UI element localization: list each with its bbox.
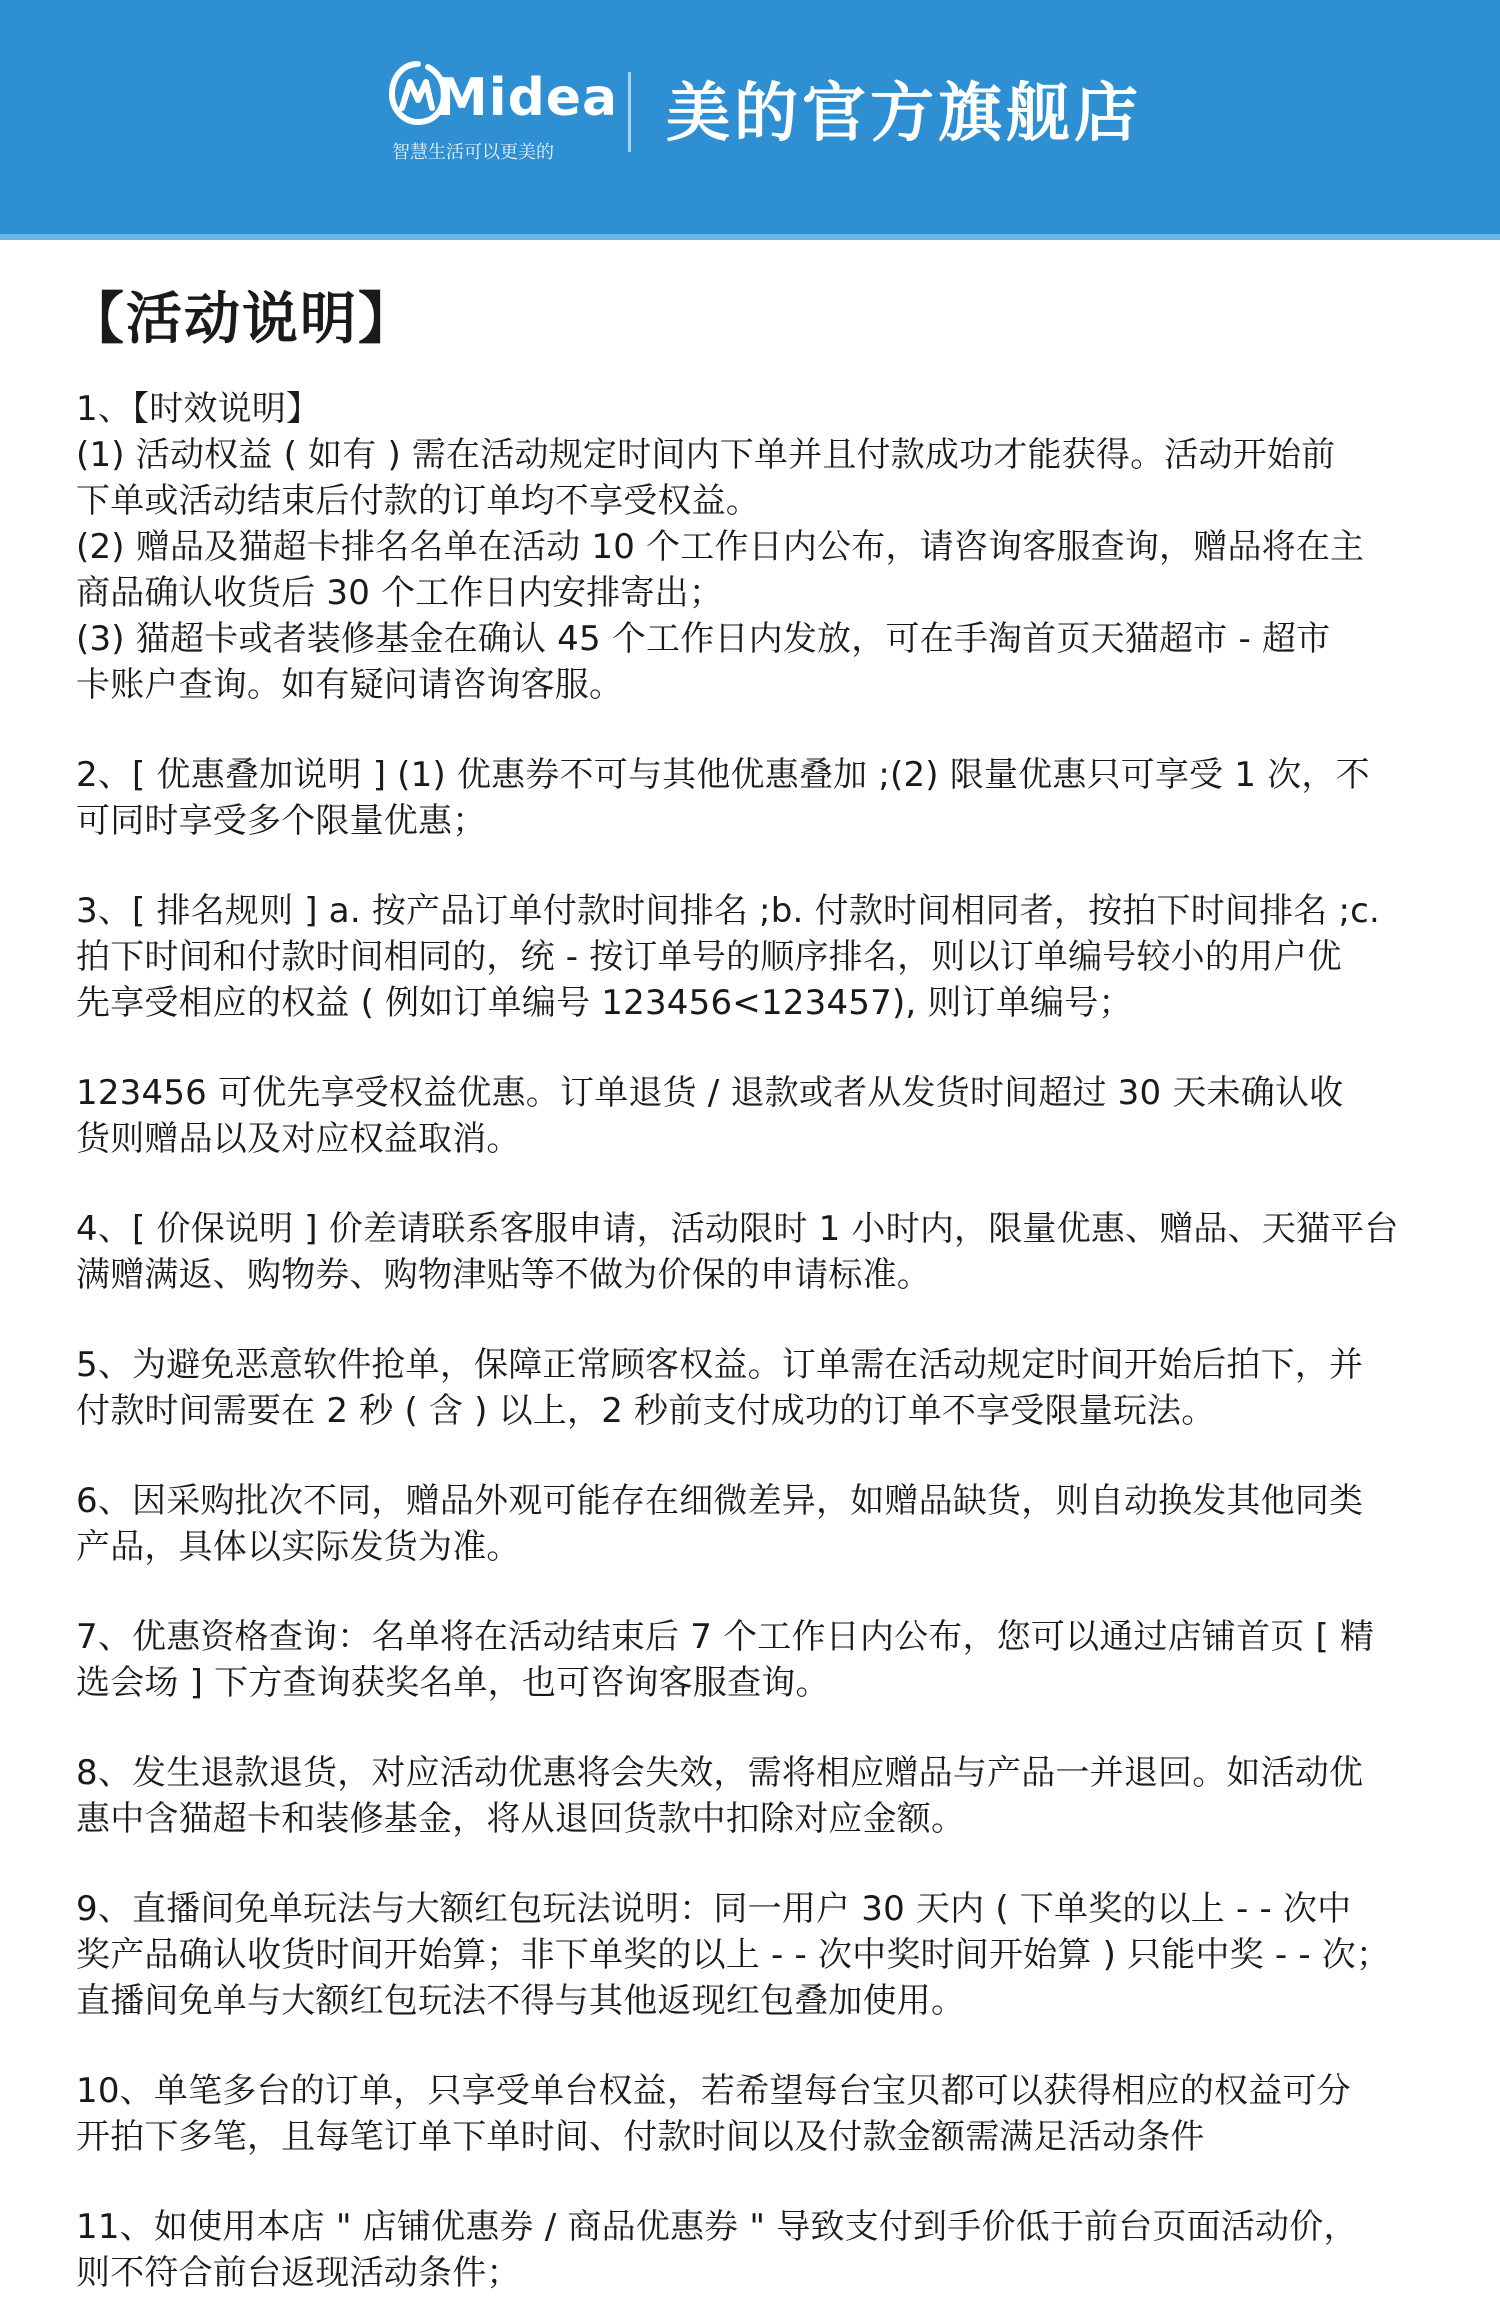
rule-paragraph [76, 888, 1416, 1026]
rule-paragraph [76, 752, 1416, 844]
rule-paragraph [76, 1614, 1416, 1706]
activity-rules-content [68, 280, 1416, 2296]
rule-paragraph [76, 1478, 1416, 1570]
section-title: 【活动说明】 [68, 287, 416, 352]
rule-line: 123456 可优先享受权益优惠。订单退货 / 退款或者从发货时间超过 30 天未确认收 [76, 1073, 1344, 1113]
rule-line: 8、发生退款退货，对应活动优惠将会失效，需将相应赠品与产品一并退回。如活动优 [76, 1753, 1364, 1793]
rule-line: 7、优惠资格查询：名单将在活动结束后 7 个工作日内公布，您可以通过店铺首页 [ 精 [76, 1617, 1375, 1657]
rule-line: (1) 活动权益 ( 如有 ) 需在活动规定时间内下单并且付款成功才能获得。活动开始前 [76, 435, 1336, 475]
header-divider [628, 72, 631, 152]
paragraph-gap [76, 1706, 1416, 1750]
rule-line: 先享受相应的权益 ( 例如订单编号 123456<123457), 则订单编号； [76, 983, 1133, 1023]
brand-logo-text: Midea [436, 68, 619, 128]
rule-line: 惠中含猫超卡和装修基金，将从退回货款中扣除对应金额。 [76, 1799, 966, 1839]
rule-line: (3) 猫超卡或者装修基金在确认 45 个工作日内发放，可在手淘首页天猫超市 - 超市 [76, 619, 1331, 659]
rule-paragraph [76, 1070, 1416, 1162]
paragraph-gap [76, 708, 1416, 752]
rule-line: 2、[ 优惠叠加说明 ] (1) 优惠券不可与其他优惠叠加 ;(2) 限量优惠只可享受 1 次，不 [76, 755, 1370, 795]
rule-paragraph [76, 1886, 1416, 2024]
rule-line: 4、[ 价保说明 ] 价差请联系客服申请，活动限时 1 小时内，限量优惠、赠品、天猫平台 [76, 1209, 1399, 1249]
midea-logo [388, 58, 619, 168]
paragraph-gap [76, 1298, 1416, 1342]
rule-line: 6、因采购批次不同，赠品外观可能存在细微差异，如赠品缺货，则自动换发其他同类 [76, 1481, 1364, 1521]
paragraph-gap [76, 1162, 1416, 1206]
paragraph-gap [76, 2024, 1416, 2068]
store-header-banner [0, 0, 1500, 240]
rule-line: (2) 赠品及猫超卡排名名单在活动 10 个工作日内公布，请咨询客服查询，赠品将在主 [76, 527, 1365, 567]
rule-line: 3、[ 排名规则 ] a. 按产品订单付款时间排名 ;b. 付款时间相同者，按拍下时间排名 ;c. [76, 891, 1381, 931]
brand-tagline: 智慧生活可以更美的 [392, 142, 554, 163]
rule-line: 10、单笔多台的订单，只享受单台权益，若希望每台宝贝都可以获得相应的权益可分 [76, 2071, 1351, 2111]
rule-paragraph [76, 1342, 1416, 1434]
rule-line: 下单或活动结束后付款的订单均不享受权益。 [76, 481, 760, 521]
rule-paragraph [76, 2204, 1416, 2296]
rule-line: 满赠满返、购物券、购物津贴等不做为价保的申请标准。 [76, 1255, 931, 1295]
paragraph-gap [76, 1570, 1416, 1614]
rule-line: 开拍下多笔，且每笔订单下单时间、付款时间以及付款金额需满足活动条件 [76, 2117, 1205, 2157]
rule-paragraph [76, 386, 1416, 708]
rule-line: 奖产品确认收货时间开始算；非下单奖的以上 - - 次中奖时间开始算 ) 只能中奖 - - 次； [76, 1935, 1391, 1975]
rule-line: 1、【时效说明】 [76, 389, 321, 429]
rule-line: 则不符合前台返现活动条件； [76, 2253, 521, 2293]
rule-line: 可同时享受多个限量优惠； [76, 801, 487, 841]
rule-paragraph [76, 2068, 1416, 2160]
paragraph-gap [76, 1026, 1416, 1070]
rule-line: 9、直播间免单玩法与大额红包玩法说明：同一用户 30 天内 ( 下单奖的以上 - - 次中 [76, 1889, 1352, 1929]
store-name: 美的官方旗舰店 [666, 77, 1142, 151]
rule-line: 选会场 ] 下方查询获奖名单，也可咨询客服查询。 [76, 1663, 830, 1703]
rule-line: 拍下时间和付款时间相同的，统 - 按订单号的顺序排名，则以订单编号较小的用户优 [76, 937, 1342, 977]
rule-line: 直播间免单与大额红包玩法不得与其他返现红包叠加使用。 [76, 1981, 966, 2021]
paragraph-gap [76, 1434, 1416, 1478]
rule-paragraph [76, 1206, 1416, 1298]
rule-paragraph [76, 1750, 1416, 1842]
rule-line: 5、为避免恶意软件抢单，保障正常顾客权益。订单需在活动规定时间开始后拍下，并 [76, 1345, 1364, 1385]
rule-line: 商品确认收货后 30 个工作日内安排寄出； [76, 573, 724, 613]
rule-line: 11、如使用本店 " 店铺优惠券 / 商品优惠券 " 导致支付到手价低于前台页面活动价， [76, 2207, 1358, 2247]
rule-line: 付款时间需要在 2 秒 ( 含 ) 以上，2 秒前支付成功的订单不享受限量玩法。 [76, 1391, 1216, 1431]
rules-list [76, 386, 1416, 2296]
paragraph-gap [76, 844, 1416, 888]
rule-line: 货则赠品以及对应权益取消。 [76, 1119, 521, 1159]
rule-line: 卡账户查询。如有疑问请咨询客服。 [76, 665, 624, 705]
paragraph-gap [76, 1842, 1416, 1886]
paragraph-gap [76, 2160, 1416, 2204]
rule-line: 产品，具体以实际发货为准。 [76, 1527, 521, 1567]
